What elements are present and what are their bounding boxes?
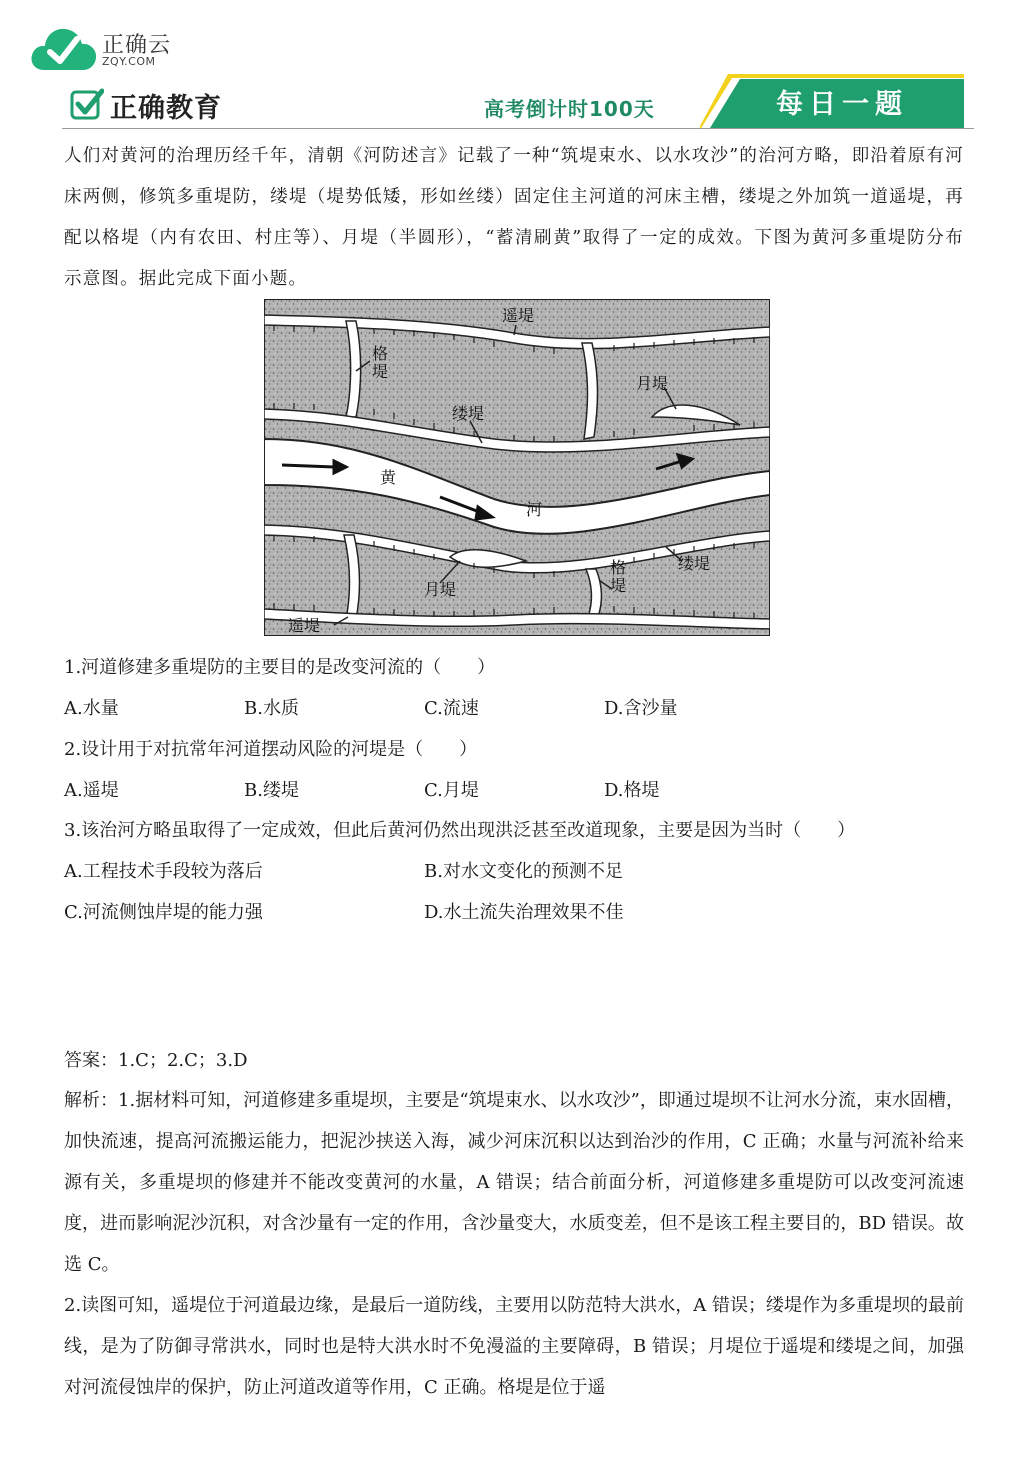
analysis-block: [64, 1080, 964, 1408]
answer-line: 答案：1.C；2.C；3.D: [64, 1050, 248, 1071]
brand-domain: ZQY.COM: [102, 55, 156, 68]
countdown-text: 高考倒计时100天: [484, 97, 655, 121]
question-3-stem: 3.该治河方略虽取得了一定成效，但此后黄河仍然出现洪泛甚至改道现象，主要是因为当时（ ）: [64, 820, 856, 841]
levee-diagram: [264, 299, 770, 636]
levee-diagram-svg: [264, 299, 770, 636]
daily-banner: [700, 74, 964, 130]
daily-label: 每日一题: [776, 89, 908, 120]
analysis-paragraph-2: 2.读图可知，遥堤位于河道最边缘，是最后一道防线，主要用以防范特大洪水，A 错误；缕堤作为多重堤坝的最前线，是为了防御寻常洪水，同时也是特大洪水时不免漫溢的主要障碍，B 错误；月堤位于遥堤和缕堤之间，加强对河流侵蚀岸的保护，防止河道改道等作用，C 正确。格堤是位于遥: [64, 1295, 964, 1398]
label-geti-bottom-1: 格: [610, 558, 627, 577]
brand-logo: [30, 20, 250, 74]
label-yaoti-bottom: 遥堤: [288, 616, 321, 635]
question-2-stem: 2.设计用于对抗常年河道摆动风险的河堤是（ ）: [64, 739, 478, 760]
label-yaoti-top: 遥堤: [502, 306, 535, 325]
q1-option-c: C.流速: [424, 698, 479, 719]
cloud-check-icon: [30, 20, 98, 74]
label-geti-bottom-2: 堤: [610, 576, 627, 595]
q3-option-d: D.水土流失治理效果不佳: [424, 902, 624, 923]
header-divider: [62, 128, 974, 129]
q1-option-b: B.水质: [244, 698, 299, 719]
label-geti-top-2: 堤: [372, 362, 389, 381]
q1-option-a: A.水量: [64, 698, 119, 719]
label-louti-bottom: 缕堤: [678, 554, 711, 573]
label-yueti-top: 月堤: [636, 374, 669, 393]
label-river-1: 黄: [380, 468, 397, 487]
question-1-stem: 1.河道修建多重堤防的主要目的是改变河流的（ ）: [64, 657, 496, 678]
q3-option-c: C.河流侧蚀岸堤的能力强: [64, 902, 263, 923]
q2-option-a: A.遥堤: [64, 780, 119, 801]
q3-option-a: A.工程技术手段较为落后: [64, 861, 263, 882]
check-box-icon: [70, 88, 104, 120]
label-louti-top: 缕堤: [452, 404, 485, 423]
q2-option-b: B.缕堤: [244, 780, 299, 801]
brand-name: 正确云: [102, 33, 172, 58]
label-yueti-bottom: 月堤: [424, 580, 457, 599]
analysis-paragraph-1: 解析：1.据材料可知，河道修建多重堤坝，主要是“筑堤束水、以水攻沙”，即通过堤坝不让河水分流，束水固槽，加快流速，提高河流搬运能力，把泥沙挟送入海，减少河床沉积以达到治沙的作用，C 正确；水量与河流补给来源有关，多重堤坝的修建并不能改变黄河的水量，A 错误；结合前面分析，河道修建多重堤防可以改变河流速度，进而影响泥沙沉积，对含沙量有一定的作用，含沙量变大，水质变差，但不是该工程主要目的，BD 错误。故选 C。: [64, 1090, 964, 1275]
q2-option-d: D.格堤: [604, 780, 660, 801]
intro-paragraph: 人们对黄河的治理历经千年，清朝《河防述言》记载了一种“筑堤束水、以水攻沙”的治河方略，即沿着原有河床两侧，修筑多重堤防，缕堤（堤势低矮，形如丝缕）固定住主河道的河床主槽，缕堤之外加筑一道遥堤，再配以格堤（内有农田、村庄等）、月堤（半圆形），“蓄清刷黄”取得了一定的成效。下图为黄河多重堤防分布示意图。据此完成下面小题。: [64, 146, 964, 289]
q2-option-c: C.月堤: [424, 780, 479, 801]
label-river-2: 河: [526, 500, 543, 519]
label-geti-top-1: 格: [372, 344, 389, 363]
q1-option-d: D.含沙量: [604, 698, 678, 719]
edu-name: 正确教育: [110, 93, 222, 124]
q3-option-b: B.对水文变化的预测不足: [424, 861, 623, 882]
